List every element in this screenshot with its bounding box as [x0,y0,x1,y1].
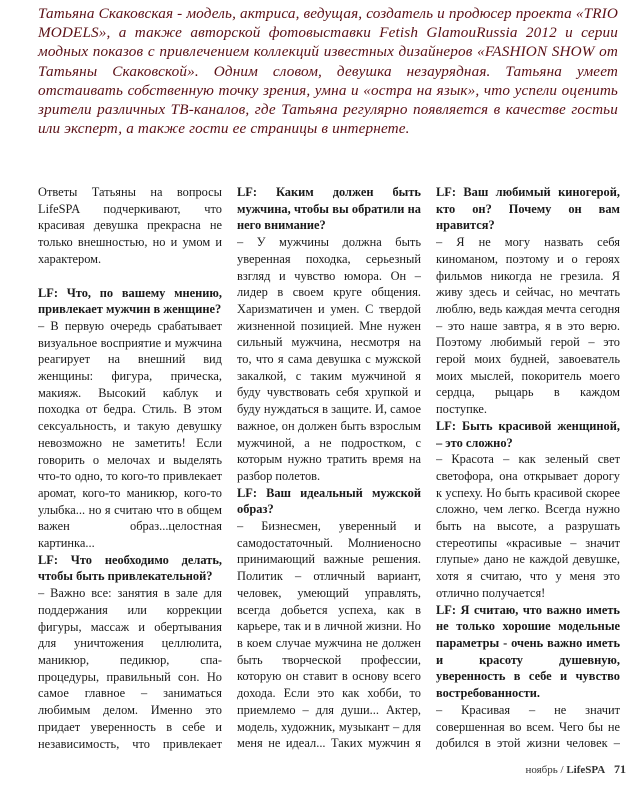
lead-paragraph [38,4,618,138]
answer-text: – Красота – как зеленый свет светофора, она открывает дорогу к успеху. Но быть красивой скорее сложно, чем легко. Всегда нужно быть на высоте, а разрушать стереотипы «красивые – значит глупые» дано не каждой девушке, хотя я считаю, что у меня это отлично получается! [436,452,620,600]
question-text: LF: Быть красивой женщиной, – это сложно? [436,418,620,450]
page-footer [525,762,626,777]
column-2 [237,184,421,754]
answer-text: – В первую очередь срабатывает визуальное восприятие и мужчина реагирует на внешний вид женщины: фигура, прическа, макияж. Высокий каблук и походка от бедра. Стиль. В этом сексуальность, и такую девушку невозможно не заметить! Если говорить о мелочах и выделять что-то одно, то кого-то привлекает аромат, кого-то маникюр, кого-то улыбка... но я считаю что в общем важен образ...целостная картинка... [38,318,222,551]
answer-text: – У мужчины должна быть уверенная походка, серьезный взгляд и чувство юмора. Он – лидер в своем круге общения. Харизматичен и умен. С твердой жизненной позицией. Мне нужен сильный мужчина, несмотря на то, что я сама девушка с мужской закалкой, с таким мужчиной я буду чувствовать себя хрупкой и буду нуждаться в защите. И, самое важное, он должен быть взрослым мужчиной, а не подростком, с которым нужно тратить время на разбор полетов. [237,235,421,483]
answer-text: – Важно все: занятия в зале для поддержания или коррекции фигуры, массаж и обертывания для уничтожения целлюлита, маникюр, педикюр, спа-процедуры, правильный сон. Но самое главное – заниматься любимым делом. Именно это придает уверенность в себе и независимость, что привлекает [38,586,222,751]
question-text: LF: Ваш любимый киногерой, кто он? Почему он вам нравится? [436,185,620,233]
footer-magazine: LifeSPA [566,764,606,776]
lead-text: Татьяна Скаковская - модель, актриса, ведущая, создатель и продюсер проекта «TRIO MODELS», а также авторской фотовыставки Fetish GlamouRussia 2012 и серии модных показов с привлечением коллекций известных дизайнеров «FASHION SHOW от Татьяны Скаковской». Одним словом, девушка незаурядная. Татьяна умеет отстаивать собственную точку зрения, умна и «остра на язык», что успели оценить зрители различных ТВ-каналов, где Татьяна регулярно появляется в качестве гостьи или эксперт, а также гости ее страницы в интернете. [38,5,618,138]
question-text: LF: Каким должен быть мужчина, чтобы вы обратили на него внимание? [237,185,421,233]
footer-month: ноябрь / [525,764,564,776]
article-columns [38,184,620,754]
column-3 [436,184,620,754]
final-answer-text: – Красивая – не значит совершенная во всем. Чего бы не добился в этой жизни человек – [436,702,620,751]
answer-text [436,702,620,754]
intro-text: Ответы Татьяны на вопросы LifeSPA подчеркивают, что красивая девушка прекрасна не только внешностью, но и умом и характером. [38,185,222,266]
question-text: LF: Что необходимо делать, чтобы быть привлекательной? [38,552,222,584]
column-1 [38,184,222,754]
page-number: 71 [614,762,626,776]
question-text: LF: Ваш идеальный мужской образ? [237,485,421,517]
question-text: LF: Что, по вашему мнению, привлекает мужчин в женщине? [38,285,222,317]
question-text: LF: Я считаю, что важно иметь не только хорошие модельные параметры - очень важно иметь и красоту душевную, уверенность в себе и чувство востребованности. [436,602,620,701]
answer-text: – Бизнесмен, уверенный и самодостаточный. Молниеносно принимающий важные решения. Политик – отличный вариант, человек, умеющий управлять, всегда добьется успеха, как в карьере, так и в личной жизни. Но в коем случае мужчина не должен быть творческой профессии, которую он ставит в основу всего дохода. Если это как хобби, то приемлемо – для души... Актер, модель, художник, музыкант – для меня не идеал... Таких мужчин я [237,519,421,751]
answer-text: – Я не могу назвать себя киноманом, поэтому и о героях фильмов никогда не грезила. Я живу здесь и сейчас, но мечтать люблю, ведь каждая мечта сегодня – это наше завтра, я в это верю. Поэтому любимый герой – это герой моих будней, завоеватель моих мыслей, покоритель моего сердца, рыцарь в каждом поступке. [436,235,620,417]
